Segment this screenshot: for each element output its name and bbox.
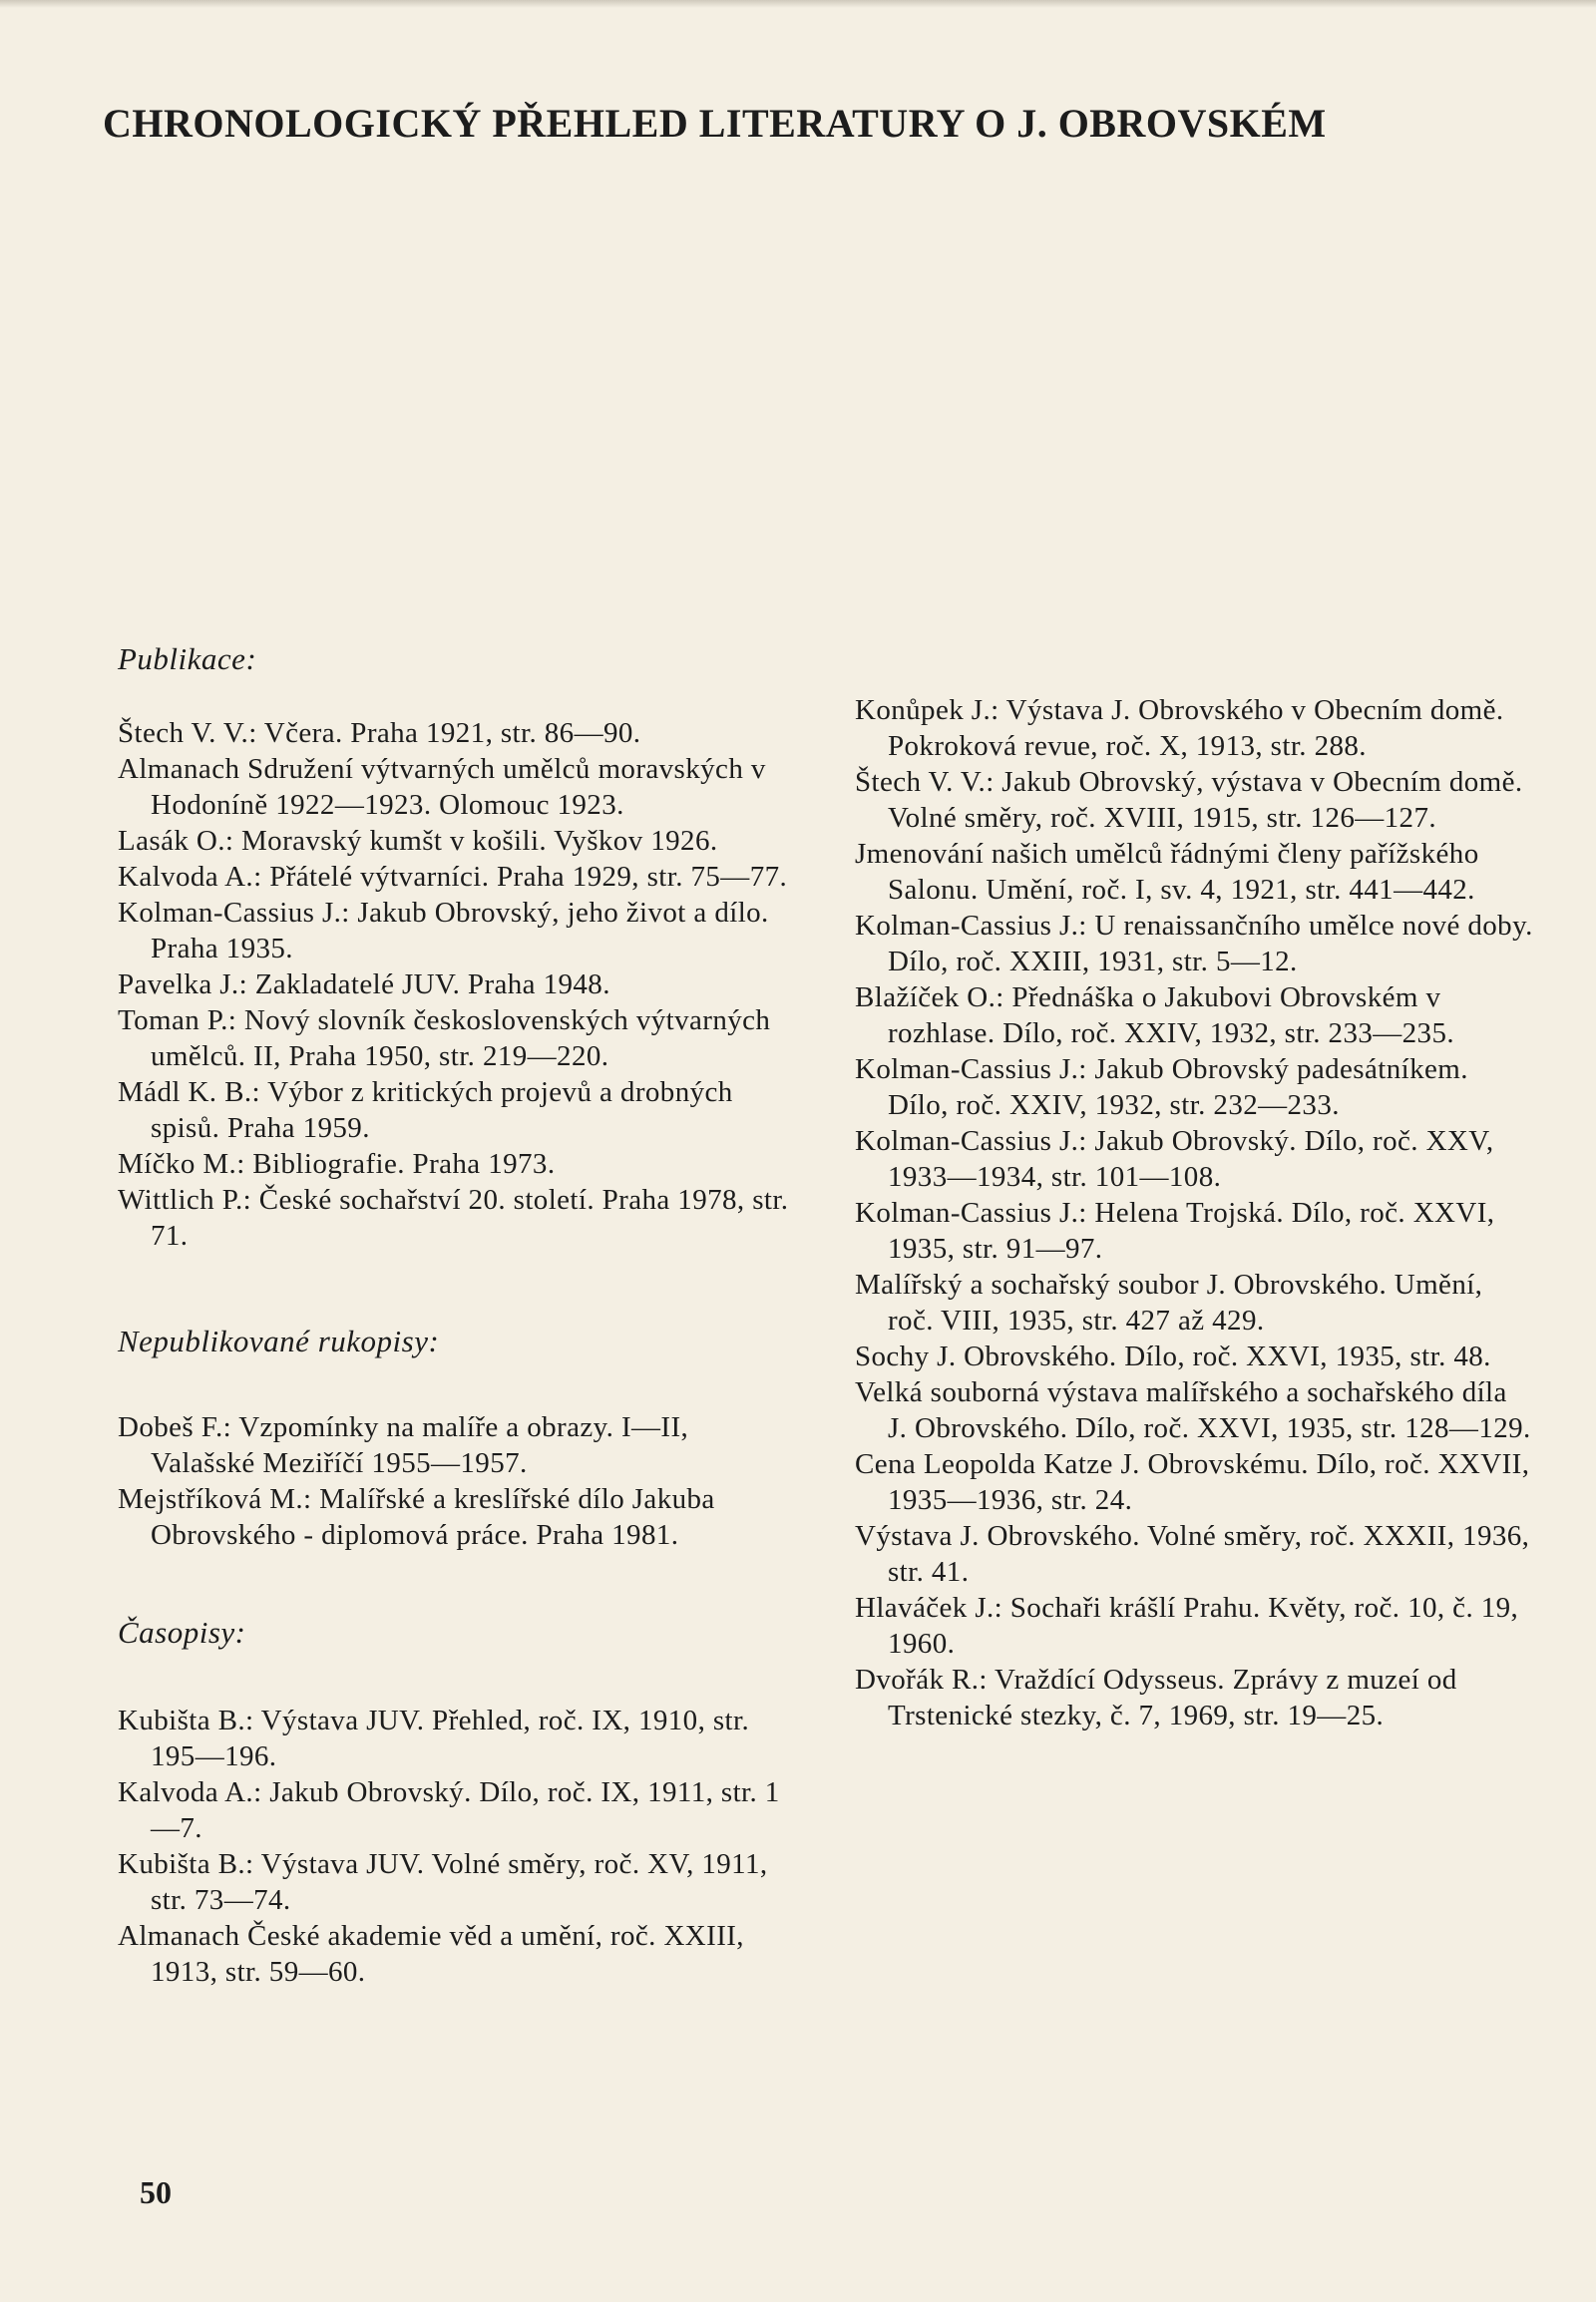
casopisy-list-left (118, 1703, 796, 1990)
rukopisy-list (118, 1409, 796, 1553)
right-column (855, 692, 1533, 1733)
left-column (118, 641, 796, 1990)
casopisy-entry: Kubišta B.: Výstava JUV. Volné směry, roč. XV, 1911, str. 73—74. (118, 1848, 768, 1916)
casopisy-entry: Blažíček O.: Přednáška o Jakubovi Obrovském v rozhlase. Dílo, roč. XXIV, 1932, str. 233—235. (855, 981, 1454, 1049)
casopisy-entry: Štech V. V.: Jakub Obrovský, výstava v Obecním domě. Volné směry, roč. XVIII, 1915, str. 126—127. (855, 766, 1523, 834)
casopisy-entry: Konůpek J.: Výstava J. Obrovského v Obecním domě. Pokroková revue, roč. X, 1913, str. 288. (855, 694, 1504, 762)
casopisy-entry: Jmenování našich umělců řádnými členy pařížského Salonu. Umění, roč. I, sv. 4, 1921, str. 441—442. (855, 838, 1479, 906)
page-top-edge (0, 0, 1596, 8)
casopisy-entry: Velká souborná výstava malířského a sochařského díla J. Obrovského. Dílo, roč. XXVI, 1935, str. 128—129. (855, 1376, 1531, 1444)
casopisy-entry: Kolman-Cassius J.: U renaissančního umělce nové doby. Dílo, roč. XXIII, 1931, str. 5—12. (855, 910, 1533, 977)
casopisy-entry: Kubišta B.: Výstava JUV. Přehled, roč. IX, 1910, str. 195—196. (118, 1705, 750, 1772)
publikace-entry: Štech V. V.: Včera. Praha 1921, str. 86—90. (118, 717, 641, 749)
casopisy-entry: Dvořák R.: Vraždící Odysseus. Zprávy z muzeí od Trstenické stezky, č. 7, 1969, str. 19—25. (855, 1664, 1457, 1731)
publikace-entry: Toman P.: Nový slovník československých výtvarných umělců. II, Praha 1950, str. 219—220. (118, 1004, 771, 1072)
casopisy-entry: Výstava J. Obrovského. Volné směry, roč. XXXII, 1936, str. 41. (855, 1520, 1530, 1588)
publikace-entry: Míčko M.: Bibliografie. Praha 1973. (118, 1148, 556, 1180)
casopisy-entry: Malířský a sochařský soubor J. Obrovského. Umění, roč. VIII, 1935, str. 427 až 429. (855, 1269, 1483, 1337)
section-heading-rukopisy: Nepublikované rukopisy: (118, 1324, 440, 1358)
casopisy-entry: Almanach České akademie věd a umění, roč. XXIII, 1913, str. 59—60. (118, 1920, 744, 1988)
casopisy-entry: Kalvoda A.: Jakub Obrovský. Dílo, roč. IX, 1911, str. 1—7. (118, 1776, 780, 1844)
casopisy-entry: Kolman-Cassius J.: Jakub Obrovský. Dílo, roč. XXV, 1933—1934, str. 101—108. (855, 1125, 1494, 1193)
casopisy-list-right (855, 692, 1533, 1733)
page-title: CHRONOLOGICKÝ PŘEHLED LITERATURY O J. OBROVSKÉM (103, 101, 1327, 146)
casopisy-entry: Kolman-Cassius J.: Jakub Obrovský padesátníkem. Dílo, roč. XXIV, 1932, str. 232—233. (855, 1053, 1468, 1121)
publikace-entry: Kalvoda A.: Přátelé výtvarníci. Praha 1929, str. 75—77. (118, 861, 788, 893)
casopisy-entry: Sochy J. Obrovského. Dílo, roč. XXVI, 1935, str. 48. (855, 1341, 1491, 1372)
casopisy-entry: Hlaváček J.: Sochaři krášlí Prahu. Květy, roč. 10, č. 19, 1960. (855, 1592, 1519, 1660)
page-number: 50 (140, 2174, 172, 2210)
casopisy-entry: Kolman-Cassius J.: Helena Trojská. Dílo, roč. XXVI, 1935, str. 91—97. (855, 1197, 1495, 1265)
section-heading-publikace: Publikace: (118, 641, 257, 676)
publikace-entry: Almanach Sdružení výtvarných umělců moravských v Hodoníně 1922—1923. Olomouc 1923. (118, 753, 766, 821)
casopisy-entry: Cena Leopolda Katze J. Obrovskému. Dílo, roč. XXVII, 1935—1936, str. 24. (855, 1448, 1530, 1516)
rukopisy-entry: Mejstříková M.: Malířské a kreslířské dílo Jakuba Obrovského - diplomová práce. Praha 1981. (118, 1483, 715, 1551)
rukopisy-entry: Dobeš F.: Vzpomínky na malíře a obrazy. I—II, Valašské Meziříčí 1955—1957. (118, 1411, 689, 1479)
publikace-entry: Mádl K. B.: Výbor z kritických projevů a drobných spisů. Praha 1959. (118, 1076, 733, 1144)
section-heading-casopisy: Časopisy: (118, 1615, 246, 1650)
publikace-entry: Kolman-Cassius J.: Jakub Obrovský, jeho život a dílo. Praha 1935. (118, 897, 769, 964)
publikace-entry: Wittlich P.: České sochařství 20. století. Praha 1978, str. 71. (118, 1184, 789, 1252)
publikace-entry: Pavelka J.: Zakladatelé JUV. Praha 1948. (118, 968, 610, 1000)
publikace-entry: Lasák O.: Moravský kumšt v košili. Vyškov 1926. (118, 825, 718, 857)
publikace-list (118, 715, 796, 1254)
